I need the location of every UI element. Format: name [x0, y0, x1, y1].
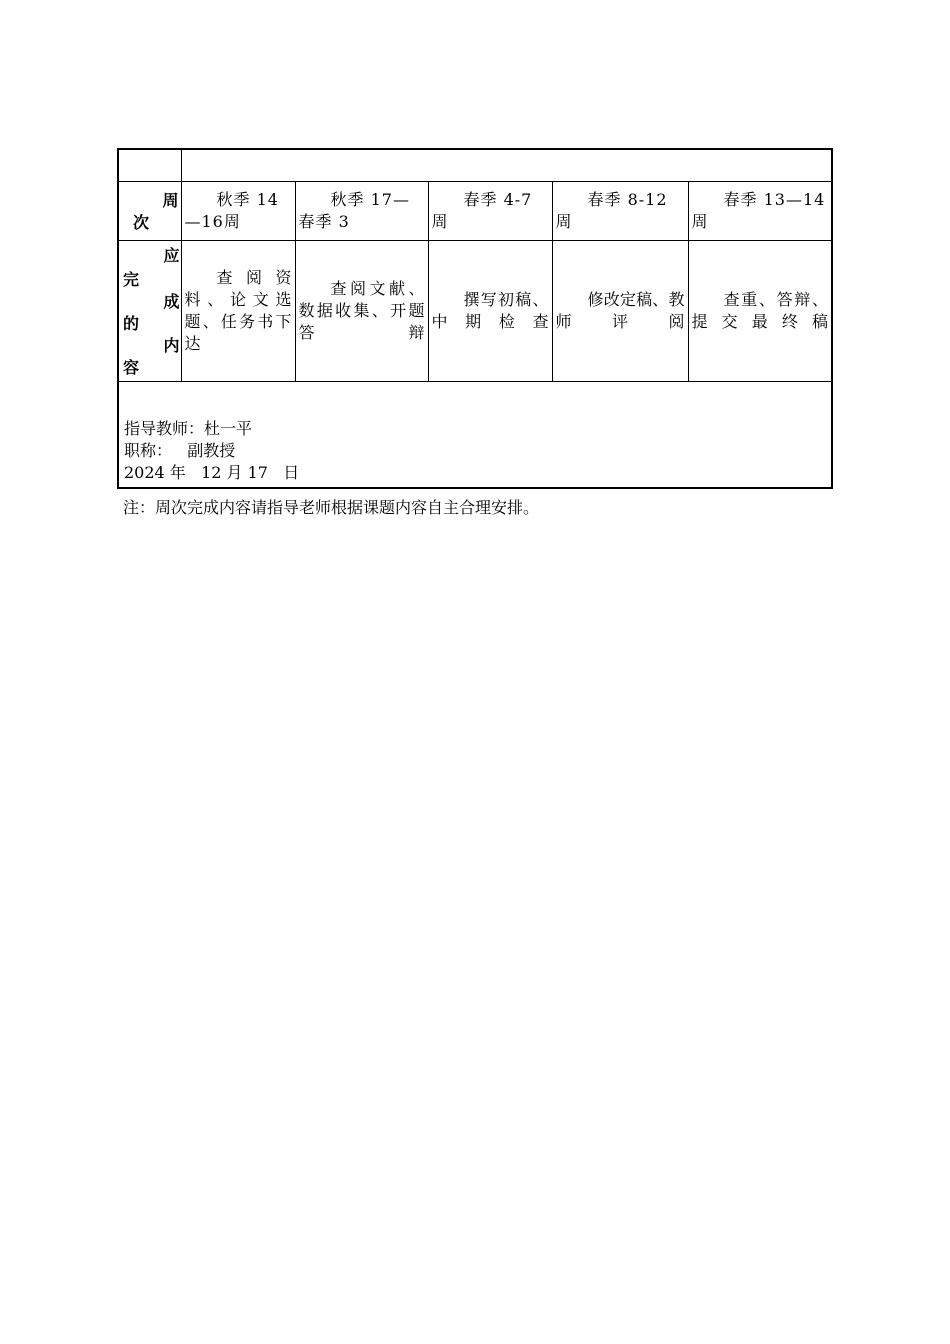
schedule-table — [119, 150, 831, 382]
week-header-bottom: 次 — [133, 213, 150, 232]
content-text: 查阅资料、论文选题、任务书下达 — [184, 268, 292, 353]
title-line: 职称： 副教授 — [124, 441, 236, 460]
side-label-char: 容 — [123, 358, 140, 377]
content-header-cell — [119, 241, 181, 382]
content-text: 修改定稿、教师评阅 — [555, 290, 685, 331]
blank-cell-right — [181, 150, 831, 182]
blank-cell-left — [119, 150, 181, 182]
week-text: 秋季 14—16周 — [184, 190, 279, 231]
footnote: 注：周次完成内容请指导老师根据课题内容自主合理安排。 — [123, 498, 540, 517]
side-label-char: 应 — [163, 246, 180, 265]
side-label-char: 的 — [123, 314, 140, 333]
content-cell-5 — [688, 241, 831, 382]
content-text: 撰写初稿、中期检查 — [431, 290, 549, 331]
date-line: 2024 年 12 月 17 日 — [124, 463, 300, 482]
content-cell-3 — [428, 241, 552, 382]
content-cell-4 — [552, 241, 688, 382]
week-cell-3 — [428, 182, 552, 241]
schedule-table-frame — [117, 148, 833, 489]
content-cell-2 — [295, 241, 428, 382]
week-cell-2 — [295, 182, 428, 241]
blank-row — [119, 150, 831, 182]
side-label-char: 内 — [163, 336, 180, 355]
teacher-line: 指导教师：杜一平 — [124, 419, 253, 438]
week-cell-1 — [181, 182, 295, 241]
week-header-cell — [119, 182, 181, 241]
content-text: 查重、答辩、提交最终稿 — [691, 290, 829, 331]
week-text: 春季 8-12周 — [555, 190, 668, 231]
content-cell-1 — [181, 241, 295, 382]
content-text: 查阅文献、数据收集、开题答辩 — [298, 279, 425, 342]
week-row — [119, 182, 831, 241]
content-row — [119, 241, 831, 382]
side-label-char: 完 — [123, 270, 140, 289]
week-text: 春季 13—14周 — [691, 190, 826, 231]
signature-area — [119, 376, 831, 487]
week-text: 秋季 17—春季 3 — [298, 190, 410, 231]
week-text: 春季 4-7周 — [431, 190, 533, 231]
side-label-char: 成 — [163, 292, 180, 311]
week-cell-5 — [688, 182, 831, 241]
week-cell-4 — [552, 182, 688, 241]
week-header-top: 周 — [162, 191, 179, 210]
